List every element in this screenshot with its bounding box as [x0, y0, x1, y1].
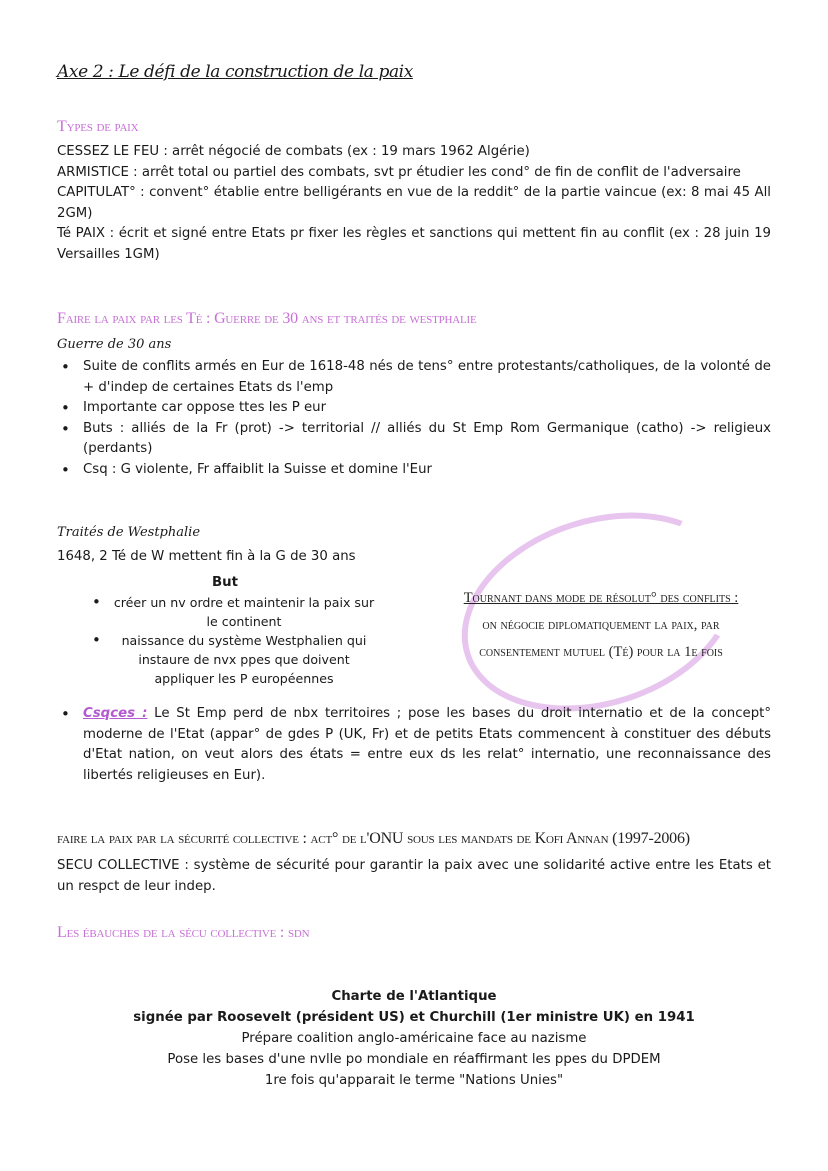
traites-date-line: 1648, 2 Té de W mettent fin à la G de 30 ans	[57, 549, 356, 564]
list-item: • Suite de conflits armés en Eur de 1618-48 nés de tens° entre protestants/catholiques, de la volonté de + d'indep de certaines Etats ds l'emp	[57, 357, 771, 398]
charte-line: Pose les bases d'une nvlle po mondiale en réaffirmant les ppes du DPDEM	[167, 1052, 661, 1067]
securite-text: SECU COLLECTIVE : système de sécurité pour garantir la paix avec une solidarité active entre les Etats et un respct de leur indep.	[57, 858, 771, 894]
list-item: • créer un nv ordre et maintenir la paix sur le continent	[88, 593, 378, 631]
callout-tournant	[452, 585, 750, 666]
callout-line: on négocie diplomatiquement la paix, par	[482, 617, 720, 633]
charte-title: Charte de l'Atlantique	[331, 989, 497, 1004]
subheading-traites: Traités de Westphalie	[57, 525, 201, 540]
charte-line: Prépare coalition anglo-américaine face au nazisme	[241, 1031, 587, 1046]
section-heading-types: Types de paix	[57, 118, 139, 135]
list-item	[57, 704, 771, 786]
list-item: • naissance du système Westphalien qui instaure de nvx ppes que doivent appliquer les P européennes	[88, 631, 378, 688]
callout-line: consentement mutuel (Té) pour la 1e fois	[479, 644, 723, 660]
list-item: • Csq : G violente, Fr affaiblit la Suisse et domine l'Eur	[57, 460, 771, 481]
charte-subtitle: signée par Roosevelt (président US) et Churchill (1er ministre UK) en 1941	[133, 1010, 695, 1025]
csq-label: Csqces :	[83, 706, 148, 721]
charte-line: 1re fois qu'apparait le terme "Nations Unies"	[264, 1073, 564, 1088]
csq-list	[57, 704, 771, 786]
section-heading-westphalie: Faire la paix par les Té : Guerre de 30 ans et traités de westphalie	[57, 310, 477, 327]
types-block	[57, 142, 771, 265]
but-list	[88, 593, 378, 688]
section-heading-securite: faire la paix par la sécurité collective : act° de l'ONU sous les mandats de Kofi Annan (1997-2006)	[57, 830, 690, 847]
type-line: Té PAIX : écrit et signé entre Etats pr fixer les règles et sanctions qui mettent fin au conflit (ex : 28 juin 19 Versailles 1GM)	[57, 226, 771, 262]
csq-text: Le St Emp perd de nbx territoires ; pose les bases du droit internatio et de la concept° moderne de l'Etat (appar° de gdes P (UK, Fr) et de petits Etats commencent à constituer des débuts d'Etat nation, on veut alors des états = entre eux ds les relat° internatio, une reconnaissance des libertés religieuses en Eur).	[83, 706, 771, 783]
type-line: ARMISTICE : arrêt total ou partiel des combats, svt pr étudier les cond° de fin de conflit de l'adversaire	[57, 164, 741, 180]
type-line: CESSEZ LE FEU : arrêt négocié de combats (ex : 19 mars 1962 Algérie)	[57, 144, 530, 159]
subheading-guerre: Guerre de 30 ans	[57, 337, 172, 352]
callout-line: Tournant dans mode de résolut° des conflits :	[463, 590, 739, 606]
list-item: • Buts : alliés de la Fr (prot) -> territorial // alliés du St Emp Rom Germanique (catho) -> religieux (perdants)	[57, 419, 771, 460]
page-title: Axe 2 : Le défi de la construction de la paix	[57, 62, 413, 82]
list-item: • Importante car oppose ttes les P eur	[57, 398, 771, 419]
guerre-bullets	[57, 357, 771, 480]
but-label: But	[212, 575, 238, 590]
section-heading-sdn: Les ébauches de la sécu collective : sdn	[57, 924, 310, 941]
type-line: CAPITULAT° : convent° établie entre belligérants en vue de la reddit° de la partie vaincue (ex: 8 mai 45 All 2GM)	[57, 185, 771, 221]
charte-block	[57, 986, 771, 1091]
